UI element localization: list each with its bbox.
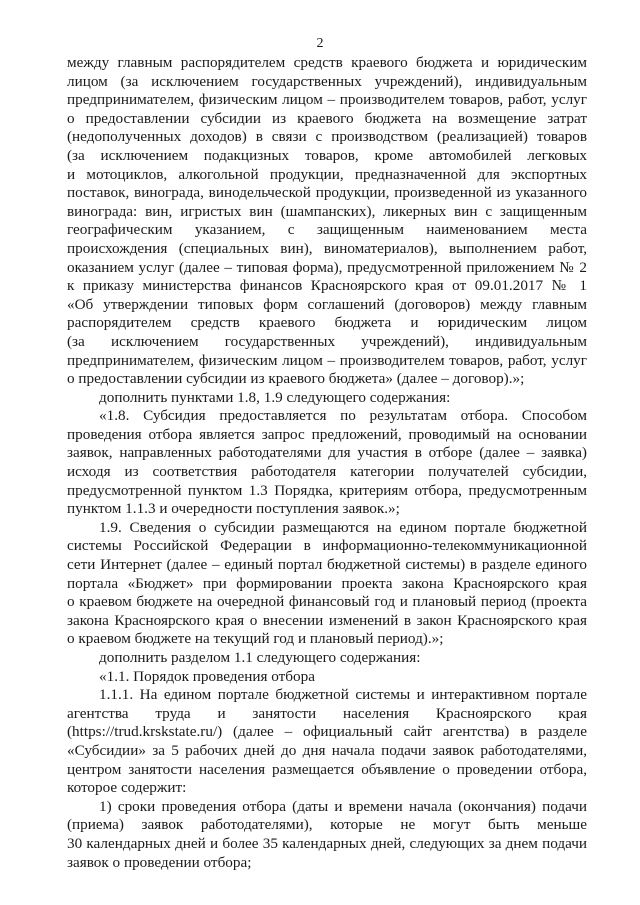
text-line: между главным распорядителем средств краевого бюджета и юридическим (67, 54, 587, 71)
text-line: 1.9. Сведения о субсидии размещаются на едином портале бюджетной (99, 518, 587, 536)
text-line: 1.1.1. На едином портале бюджетной системы и интерактивном портале (99, 686, 587, 704)
text-line: центром занятости населения размещается объявление о проведении отбора, (67, 760, 587, 778)
text-line: предусмотренной пунктом 1.3 Порядка, критериям отбора, предусмотренным (67, 481, 587, 499)
text-line: предпринимателем, физическим лицом – производителем товаров, работ, услуг (67, 351, 587, 369)
text-line: (за исключением подакцизных товаров, кроме автомобилей легковых (67, 146, 587, 164)
text-line: сети Интернет (далее – единый портал бюджетной системы) в разделе единого (67, 556, 587, 574)
text-line: пунктом 1.1.3 и очередности поступления заявок.»; (67, 500, 400, 518)
text-line: и мотоциклов, алкогольной продукции, предназначенной для экспортных (67, 165, 587, 183)
text-line: «Об утверждении типовых форм соглашений (договоров) между главным (67, 295, 587, 313)
page-number: 2 (316, 36, 324, 51)
text-line: (https://trud.krskstate.ru/) (далее – официальный сайт агентства) в разделе (67, 723, 587, 741)
text-line: «Субсидии» за 5 рабочих дней до дня начала подачи заявок работодателями, (67, 741, 587, 759)
text-line: заявок, направленных работодателями для участия в отборе (далее – заявка) (67, 444, 587, 462)
text-line: системы Российской Федерации в информационно-телекоммуникационной (67, 537, 587, 555)
text-line: «1.8. Субсидия предоставляется по результатам отбора. Способом (99, 407, 587, 425)
text-line: (приема) заявок работодателями), которые не могут быть меньше (67, 816, 587, 834)
text-line: (недополученных доходов) в связи с производством (реализацией) товаров (67, 128, 587, 146)
text-line: к приказу министерства финансов Красноярского края от 09.01.2017 № 1 (67, 277, 587, 295)
text-line: происхождения (специальных вин), виноматериалов), выполнением работ, (67, 239, 587, 257)
text-line: о предоставлении субсидии из краевого бюджета» (далее – договор).»; (67, 370, 525, 388)
text-line: дополнить пунктами 1.8, 1.9 следующего содержания: (99, 388, 451, 406)
text-line: предпринимателем, физическим лицом – производителем товаров, работ, услуг (67, 91, 587, 109)
text-line: лицом (за исключением государственных учреждений), индивидуальным (67, 72, 587, 90)
text-line: портала «Бюджет» при формировании проекта закона Красноярского края (67, 574, 587, 592)
text-line: распорядителем средств краевого бюджета и юридическим лицом (67, 314, 587, 332)
text-line: 30 календарных дней и более 35 календарных дней, следующих за днем подачи (67, 834, 587, 852)
text-line: (за исключением государственных учреждений), индивидуальным (67, 332, 587, 350)
text-line: исходя из соответствия работодателя категории получателей субсидии, (67, 463, 587, 481)
text-line: поставок, винограда, винодельческой продукции, произведенной из указанного (67, 184, 587, 202)
text-line: закона Красноярского края о внесении изменений в закон Красноярского края (67, 611, 587, 629)
text-line: о предоставлении субсидии из краевого бюджета на возмещение затрат (67, 109, 587, 127)
text-line: «1.1. Порядок проведения отбора (99, 667, 315, 685)
text-line: географическим указанием, с защищенным наименованием места (67, 221, 587, 239)
text-line: агентства труда и занятости населения Красноярского края (67, 704, 587, 722)
text-line: 1) сроки проведения отбора (даты и времени начала (окончания) подачи (99, 797, 587, 815)
text-line: о краевом бюджете на текущий год и плановый период).»; (67, 630, 444, 648)
text-line: которое содержит: (67, 779, 187, 797)
text-line: дополнить разделом 1.1 следующего содержания: (99, 649, 421, 666)
text-line: проведения отбора является запрос предложений, проводимый на основании (67, 425, 587, 443)
document-body (67, 54, 587, 872)
text-line: заявок о проведении отбора; (67, 853, 252, 871)
text-line: о краевом бюджете на очередной финансовый год и плановый период (проекта (67, 593, 587, 611)
text-line: винограда: вин, игристых вин (шампанских), ликерных вин с защищенным (67, 202, 587, 220)
text-line: оказанием услуг (далее – типовая форма), предусмотренной приложением № 2 (67, 258, 587, 276)
